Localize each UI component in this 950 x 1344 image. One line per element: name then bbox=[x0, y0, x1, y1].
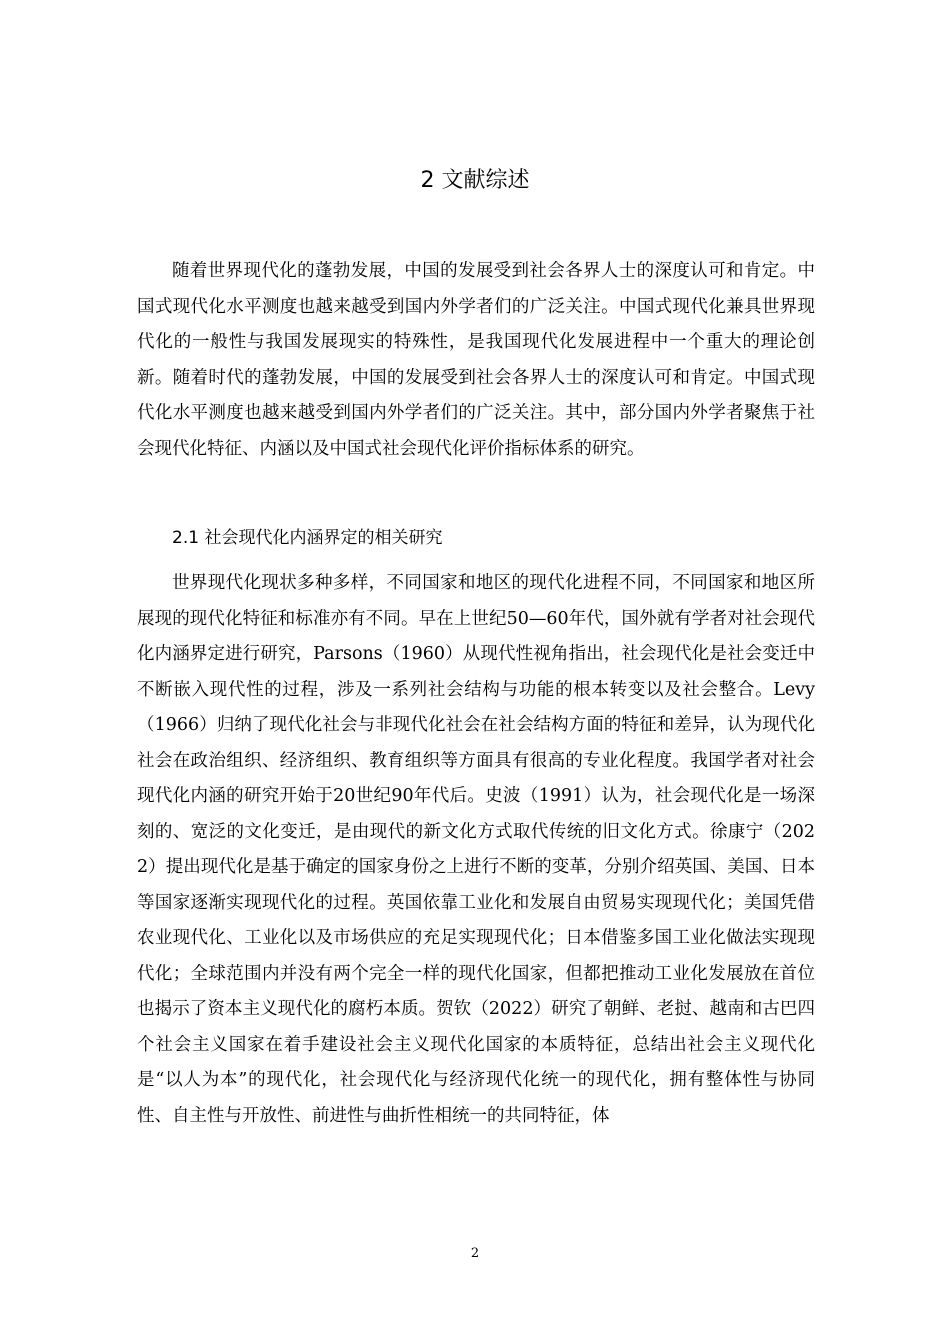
section-paragraph: 世界现代化现状多种多样，不同国家和地区的现代化进程不同，不同国家和地区所展现的现代化特征和标准亦有不同。早在上世纪50—60年代，国外就有学者对社会现代化内涵界定进行研究，Parsons（1960）从现代性视角指出，社会现代化是社会变迁中不断嵌入现代性的过程，涉及一系列社会结构与功能的根本转变以及社会整合。Levy（1966）归纳了现代化社会与非现代化社会在社会结构方面的特征和差异，认为现代化社会在政治组织、经济组织、教育组织等方面具有很高的专业化程度。我国学者对社会现代化内涵的研究开始于20世纪90年代后。史波（1991）认为，社会现代化是一场深刻的、宽泛的文化变迁，是由现代的新文化方式取代传统的旧文化方式。徐康宁（2022）提出现代化是基于确定的国家身份之上进行不断的变革，分别介绍英国、美国、日本等国家逐渐实现现代化的过程。英国依靠工业化和发展自由贸易实现现代化；美国凭借农业现代化、工业化以及市场供应的充足实现现代化；日本借鉴多国工业化做法实现现代化；全球范围内并没有两个完全一样的现代化国家，但都把推动工业化发展放在首位也揭示了资本主义现代化的腐朽本质。贺钦（2022）研究了朝鲜、老挝、越南和古巴四个社会主义国家在着手建设社会主义现代化国家的本质特征，总结出社会主义现代化是“以人为本”的现代化，社会现代化与经济现代化统一的现代化，拥有整体性与协同性、自主性与开放性、前进性与曲折性相统一的共同特征，体 bbox=[137, 573, 815, 1126]
section-heading: 2.1 社会现代化内涵界定的相关研究 bbox=[172, 528, 443, 548]
section-text-block bbox=[137, 566, 815, 1134]
chapter-title: 2 文献综述 bbox=[420, 168, 530, 193]
intro-paragraph: 随着世界现代化的蓬勃发展，中国的发展受到社会各界人士的深度认可和肯定。中国式现代化水平测度也越来越受到国内外学者们的广泛关注。中国式现代化兼具世界现代化的一般性与我国发展现实的特殊性，是我国现代化发展进程中一个重大的理论创新。随着时代的蓬勃发展，中国的发展受到社会各界人士的深度认可和肯定。中国式现代化水平测度也越来越受到国内外学者们的广泛关注。其中，部分国内外学者聚焦于社会现代化特征、内涵以及中国式社会现代化评价指标体系的研究。 bbox=[137, 261, 815, 459]
intro-text-block bbox=[137, 254, 815, 467]
page-number: 2 bbox=[470, 1246, 480, 1261]
